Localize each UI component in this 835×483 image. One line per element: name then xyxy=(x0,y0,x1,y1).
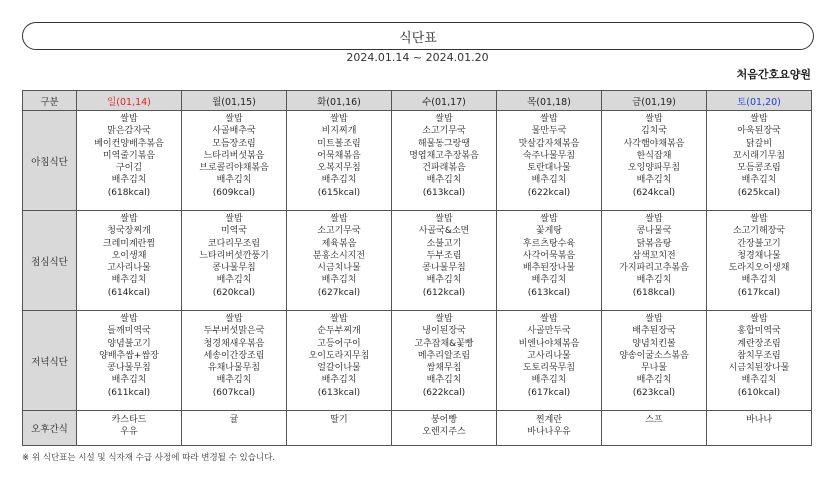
menu-item: 붕어빵 xyxy=(430,415,458,425)
menu-cell xyxy=(287,411,392,446)
menu-cell xyxy=(602,111,707,211)
menu-item: 시금치된장나물 xyxy=(728,363,790,374)
menu-item: 쌀밥 xyxy=(645,314,663,324)
menu-item: 세송이간장조림 xyxy=(203,350,265,361)
day-header: 월(01,15) xyxy=(182,91,287,111)
menu-item: 고사리나물 xyxy=(107,263,151,274)
menu-item: (618kcal) xyxy=(107,187,151,198)
menu-item: 쌀밥 xyxy=(120,314,138,324)
meal-label: 점심식단 xyxy=(23,211,77,311)
meal-row xyxy=(23,411,812,446)
menu-item: 배추김치 xyxy=(426,175,462,186)
menu-item: 쌀밥 xyxy=(225,214,243,224)
menu-item: (609kcal) xyxy=(212,187,256,198)
menu-cell xyxy=(602,211,707,311)
menu-item: (615kcal) xyxy=(317,187,361,198)
menu-item: (611kcal) xyxy=(107,387,151,398)
menu-cell xyxy=(77,111,182,211)
menu-item: 비엔나야채볶음 xyxy=(518,338,580,349)
menu-item: 참치무조림 xyxy=(737,350,781,361)
menu-item: 배추김치 xyxy=(531,175,567,186)
menu-item: 콩나물무침 xyxy=(212,263,256,274)
menu-item: 콩나물국 xyxy=(636,226,672,237)
menu-item: 배추김치 xyxy=(636,375,672,386)
menu-item: 두부버섯맑은국 xyxy=(203,326,265,337)
menu-item: 쌀밥 xyxy=(750,114,768,124)
menu-item: 청국장찌개 xyxy=(107,226,151,237)
day-header: 금(01,19) xyxy=(602,91,707,111)
menu-item: 배추김치 xyxy=(741,375,777,386)
menu-item: 냉이된장국 xyxy=(422,326,466,337)
menu-item: 물만두국 xyxy=(531,126,567,137)
menu-item: 얼갈이나물 xyxy=(317,363,361,374)
menu-item: 사골배추국 xyxy=(212,126,256,137)
menu-item: 유채나물무침 xyxy=(207,363,261,374)
menu-item: 바나나 xyxy=(745,415,773,425)
meal-row xyxy=(23,111,812,211)
menu-item: 들깨미역국 xyxy=(107,326,151,337)
menu-item: 꽃게탕 xyxy=(535,226,563,237)
menu-item: (620kcal) xyxy=(212,287,256,298)
menu-item: 미트볼조림 xyxy=(317,138,361,149)
menu-item: 쌀밥 xyxy=(435,114,453,124)
menu-cell xyxy=(392,411,497,446)
menu-item: 쌀밥 xyxy=(330,214,348,224)
menu-item: 배추김치 xyxy=(216,175,252,186)
menu-item: 미역줄기볶음 xyxy=(102,150,156,161)
menu-cell xyxy=(77,211,182,311)
menu-item: 사각햄야채볶음 xyxy=(623,138,685,149)
menu-item: 배추된장국 xyxy=(632,326,676,337)
menu-item: (613kcal) xyxy=(317,387,361,398)
menu-cell xyxy=(77,311,182,411)
menu-item: 쌀밥 xyxy=(750,314,768,324)
menu-item: 아욱된장국 xyxy=(737,126,781,137)
menu-item: 스프 xyxy=(645,415,663,425)
header-row xyxy=(23,91,812,111)
menu-item: 김치국 xyxy=(640,126,668,137)
corner-header: 구분 xyxy=(23,91,77,111)
menu-item: 사각어묵볶음 xyxy=(522,250,576,261)
menu-cell xyxy=(287,111,392,211)
menu-item: 고추잡채&꽃빵 xyxy=(414,338,474,349)
meal-label: 오후간식 xyxy=(23,411,77,446)
menu-item: 모듬장조림 xyxy=(212,138,256,149)
menu-item: 딸기 xyxy=(330,415,348,425)
menu-item: (623kcal) xyxy=(632,387,676,398)
menu-item: 베이컨양배추볶음 xyxy=(94,138,164,149)
menu-item: 구이김 xyxy=(115,163,143,174)
menu-item: 배추김치 xyxy=(111,275,147,286)
menu-item: 배추김치 xyxy=(321,375,357,386)
menu-item: 배추김치 xyxy=(321,275,357,286)
menu-item: 소고기해장국 xyxy=(732,226,786,237)
menu-item: 닭갈비 xyxy=(745,138,773,149)
menu-item: 쌀밥 xyxy=(750,214,768,224)
menu-cell xyxy=(602,411,707,446)
menu-item: (622kcal) xyxy=(527,187,571,198)
menu-cell xyxy=(182,211,287,311)
menu-item: 사골만두국 xyxy=(527,326,571,337)
menu-item: 쌀밥 xyxy=(435,214,453,224)
menu-cell xyxy=(707,211,812,311)
menu-item: 배추김치 xyxy=(636,175,672,186)
menu-item: 닭볶음탕 xyxy=(636,238,672,249)
menu-item: (624kcal) xyxy=(632,187,676,198)
menu-cell xyxy=(287,211,392,311)
menu-item: 명엽채고추장볶음 xyxy=(409,150,479,161)
menu-item: 소고기무국 xyxy=(317,226,361,237)
menu-item: (625kcal) xyxy=(737,187,781,198)
menu-item: 쌀밥 xyxy=(225,114,243,124)
menu-item: 오렌지주스 xyxy=(422,427,466,438)
menu-item: 쌀밥 xyxy=(645,214,663,224)
menu-item: 배추김치 xyxy=(216,275,252,286)
menu-item: (614kcal) xyxy=(107,287,151,298)
menu-item: 귤 xyxy=(229,415,239,425)
menu-item: 쌀밥 xyxy=(225,314,243,324)
menu-item: 삼색꼬치전 xyxy=(632,250,676,261)
facility-name: 처음간호요양원 xyxy=(736,68,811,81)
menu-item: 콩나물무침 xyxy=(422,263,466,274)
menu-item: 양송이굴소스볶음 xyxy=(619,350,689,361)
menu-item: 사골국&소면 xyxy=(418,226,470,237)
menu-item: 크레미계란찜 xyxy=(102,238,156,249)
menu-item: 카스타드 xyxy=(111,415,147,425)
menu-item: 순두부찌개 xyxy=(317,326,361,337)
menu-item: (613kcal) xyxy=(527,287,571,298)
menu-item: 꼬시래기무침 xyxy=(732,150,786,161)
menu-item: 배추김치 xyxy=(111,375,147,386)
menu-cell xyxy=(392,211,497,311)
menu-cell xyxy=(707,411,812,446)
menu-item: 무나물 xyxy=(640,363,668,374)
footnote: ※ 위 식단표는 시설 및 식자재 수급 사정에 따라 변경될 수 있습니다. xyxy=(22,453,276,463)
menu-item: 계란장조림 xyxy=(737,338,781,349)
menu-item: 숙주나물무침 xyxy=(522,150,576,161)
menu-item: 홍합미역국 xyxy=(737,326,781,337)
meal-row xyxy=(23,311,812,411)
menu-item: (607kcal) xyxy=(212,387,256,398)
page-title: 식단표 xyxy=(399,30,437,46)
menu-item: 쌀밥 xyxy=(120,114,138,124)
menu-item: 쌀밥 xyxy=(645,114,663,124)
menu-item: 쌀밥 xyxy=(540,114,558,124)
menu-item: 쌀밥 xyxy=(540,314,558,324)
menu-item: 토란대나물 xyxy=(527,163,571,174)
menu-item: 비지찌개 xyxy=(321,126,357,137)
menu-item: 해물동그랑땡 xyxy=(417,138,471,149)
meal-row xyxy=(23,211,812,311)
menu-item: (618kcal) xyxy=(632,287,676,298)
menu-cell xyxy=(287,311,392,411)
menu-item: 청경채나물 xyxy=(737,250,781,261)
menu-cell xyxy=(707,111,812,211)
menu-item: 느타리버섯볶음 xyxy=(203,150,265,161)
menu-cell xyxy=(182,311,287,411)
menu-item: 도라지오이생채 xyxy=(728,263,790,274)
menu-item: 배추김치 xyxy=(531,275,567,286)
menu-item: 오이도라지무침 xyxy=(308,350,370,361)
menu-cell xyxy=(497,111,602,211)
title-box xyxy=(22,22,814,50)
menu-item: 고사리나물 xyxy=(527,350,571,361)
menu-item: 코다리무조림 xyxy=(207,238,261,249)
meal-label: 아침식단 xyxy=(23,111,77,211)
menu-item: (613kcal) xyxy=(422,187,466,198)
menu-table xyxy=(22,90,812,446)
menu-item: (610kcal) xyxy=(737,387,781,398)
menu-item: 브로콜리야채볶음 xyxy=(199,163,269,174)
menu-item: (617kcal) xyxy=(737,287,781,298)
menu-item: 오잉양파무침 xyxy=(627,163,681,174)
day-header: 토(01,20) xyxy=(707,91,812,111)
menu-item: 쌀밥 xyxy=(120,214,138,224)
menu-item: 미역국 xyxy=(220,226,248,237)
menu-item: 청경채새우볶음 xyxy=(203,338,265,349)
menu-item: 배추김치 xyxy=(216,375,252,386)
menu-item: 한식잡채 xyxy=(636,150,672,161)
menu-item: 느타리버섯깐풍기 xyxy=(199,250,269,261)
day-header: 목(01,18) xyxy=(497,91,602,111)
menu-item: 어묵채볶음 xyxy=(317,150,361,161)
menu-item: 오복지무침 xyxy=(317,163,361,174)
menu-item: 배추김치 xyxy=(741,175,777,186)
menu-item: 배추김치 xyxy=(636,275,672,286)
menu-cell xyxy=(182,411,287,446)
day-header: 화(01,16) xyxy=(287,91,392,111)
date-range: 2024.01.14 ~ 2024.01.20 xyxy=(346,51,489,64)
day-header: 일(01,14) xyxy=(77,91,182,111)
menu-item: 고등어구이 xyxy=(317,338,361,349)
menu-item: (622kcal) xyxy=(422,387,466,398)
menu-item: 두부조림 xyxy=(426,250,462,261)
menu-item: 오이생채 xyxy=(111,250,147,261)
meal-label: 저녁식단 xyxy=(23,311,77,411)
menu-item: 맛살감자채볶음 xyxy=(518,138,580,149)
menu-cell xyxy=(497,411,602,446)
menu-item: 쌀밥 xyxy=(540,214,558,224)
menu-item: 찐계란 xyxy=(535,415,563,425)
menu-item: 건파래볶음 xyxy=(422,163,466,174)
menu-item: 배추김치 xyxy=(531,375,567,386)
menu-item: 배추김치 xyxy=(111,175,147,186)
menu-item: 배추된장나물 xyxy=(522,263,576,274)
menu-item: 배추김치 xyxy=(426,375,462,386)
menu-cell xyxy=(497,211,602,311)
menu-item: 양념치킨볼 xyxy=(632,338,676,349)
menu-item: (627kcal) xyxy=(317,287,361,298)
menu-item: 후르츠탕수육 xyxy=(522,238,576,249)
menu-item: (617kcal) xyxy=(527,387,571,398)
menu-item: 가지파리고추볶음 xyxy=(619,263,689,274)
menu-item: (612kcal) xyxy=(422,287,466,298)
menu-item: 배추김치 xyxy=(426,275,462,286)
menu-cell xyxy=(497,311,602,411)
menu-cell xyxy=(392,111,497,211)
day-header: 수(01,17) xyxy=(392,91,497,111)
menu-item: 제육볶음 xyxy=(321,238,357,249)
menu-item: 양배추쌈+쌈장 xyxy=(99,350,159,361)
menu-item: 배추김치 xyxy=(321,175,357,186)
menu-item: 시금치나물 xyxy=(317,263,361,274)
menu-item: 모듬콩조림 xyxy=(737,163,781,174)
menu-item: 쌀밥 xyxy=(330,314,348,324)
menu-item: 소고기무국 xyxy=(422,126,466,137)
menu-item: 배추김치 xyxy=(741,275,777,286)
menu-item: 쌀밥 xyxy=(330,114,348,124)
menu-item: 쌀밥 xyxy=(435,314,453,324)
menu-cell xyxy=(602,311,707,411)
menu-cell xyxy=(392,311,497,411)
menu-item: 소불고기 xyxy=(426,238,462,249)
menu-item: 간장불고기 xyxy=(737,238,781,249)
menu-cell xyxy=(77,411,182,446)
menu-cell xyxy=(707,311,812,411)
menu-item: 메추리알조림 xyxy=(417,350,471,361)
menu-item: 맑은감자국 xyxy=(107,126,151,137)
menu-item: 콩나물무침 xyxy=(107,363,151,374)
menu-body xyxy=(23,111,812,446)
menu-cell xyxy=(182,111,287,211)
menu-item: 도토리묵무침 xyxy=(522,363,576,374)
menu-item: 양념불고기 xyxy=(107,338,151,349)
menu-item: 분홍소시지전 xyxy=(312,250,366,261)
menu-item: 우유 xyxy=(120,427,138,438)
menu-item: 쌈채무침 xyxy=(426,363,462,374)
menu-item: 바나나우유 xyxy=(527,427,571,438)
